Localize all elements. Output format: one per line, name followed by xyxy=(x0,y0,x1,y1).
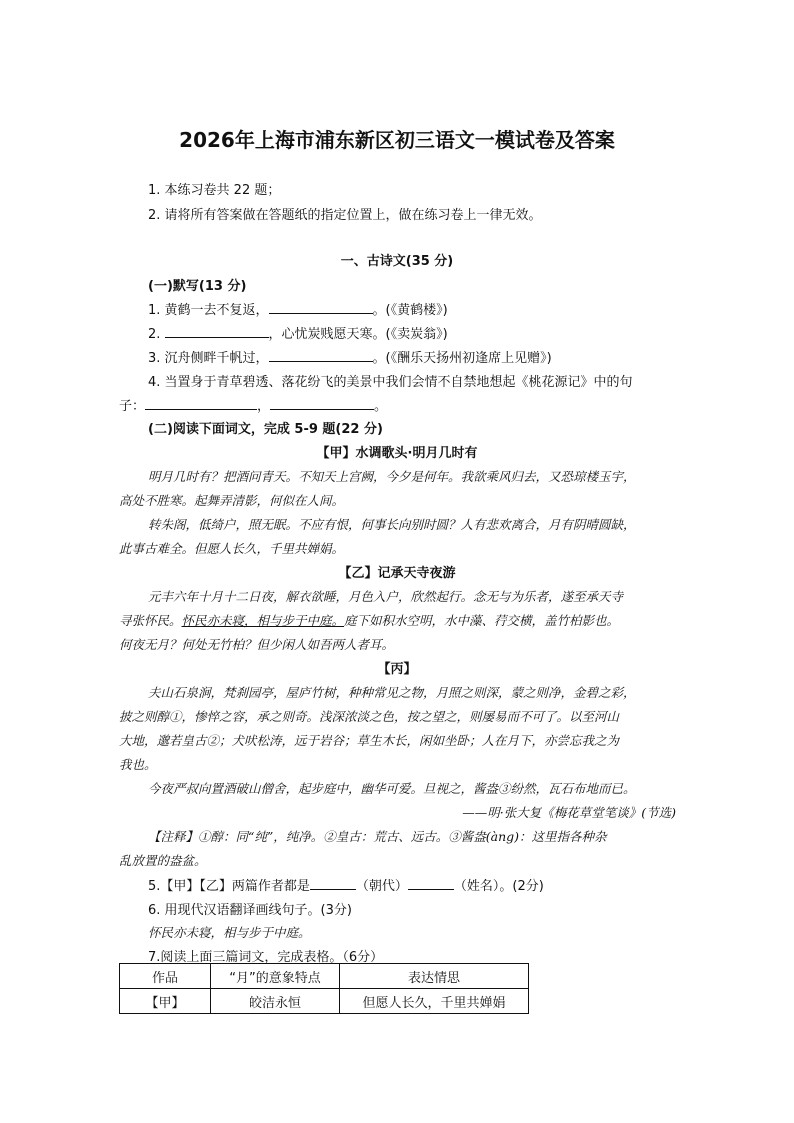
question-5: 5.【甲】【乙】两篇作者都是 （朝代） （姓名）。(2分) xyxy=(148,879,544,894)
answer-blank xyxy=(310,877,356,890)
passage-bing-line: 我也。 xyxy=(119,757,157,772)
answer-blank xyxy=(269,301,373,314)
passage-yi-line: 元丰六年十月十二日夜，解衣欲睡，月色入户，欣然起行。念无与为乐者，遂至承天寺 xyxy=(148,589,624,604)
passage-bing-line: 今夜严叔向置酒破山僧舍，起步庭中，幽华可爱。旦视之，酱盎③纷然，瓦石布地而已。 xyxy=(148,781,636,796)
passage-bing-source: ——明·张大复《梅花草堂笔谈》(节选) xyxy=(462,805,676,820)
answer-table xyxy=(119,963,529,1014)
table-cell: 但愿人长久，千里共婵娟 xyxy=(340,989,529,1014)
annotation-line: 【注释】①醇：同“纯”，纯净。②皇古：荒古、远古。③酱盎(àng)：这里指各种杂 xyxy=(148,829,607,844)
section-heading: 一、古诗文(35 分) xyxy=(340,254,454,269)
question-3: 3. 沉舟侧畔千帆过， 。(《酬乐天扬州初逢席上见赠》) xyxy=(148,351,552,366)
table-header: 表达情思 xyxy=(340,964,529,989)
answer-blank xyxy=(145,397,257,410)
table-cell: 【甲】 xyxy=(120,989,211,1014)
part-heading-reading: (二)阅读下面词文，完成 5-9 题(22 分) xyxy=(148,422,383,437)
answer-blank xyxy=(408,877,454,890)
instruction-2: 2. 请将所有答案做在答题纸的指定位置上，做在练习卷上一律无效。 xyxy=(148,208,542,223)
question-6-sentence: 怀民亦未寝，相与步于中庭。 xyxy=(148,925,311,940)
table-header: 作品 xyxy=(120,964,211,989)
part-heading-dictation: (一)默写(13 分) xyxy=(148,279,247,294)
passage-jia-line: 高处不胜寒。起舞弄清影，何似在人间。 xyxy=(119,493,345,508)
passage-jia-title: 【甲】水调歌头·明月几时有 xyxy=(316,446,478,461)
passage-bing-line: 大地，邈若皇古②；犬吠松涛，远于岩谷；草生木长，闲如坐卧；人在月下，亦尝忘我之为 xyxy=(119,733,620,748)
answer-blank xyxy=(270,397,374,410)
answer-blank xyxy=(165,325,269,338)
page-title: 2026年上海市浦东新区初三语文一模试卷及答案 xyxy=(179,128,615,152)
passage-yi-line: 寻张怀民。怀民亦未寝，相与步于中庭。庭下如积水空明，水中藻、荇交横，盖竹柏影也。 xyxy=(119,613,620,628)
passage-bing-title: 【丙】 xyxy=(377,662,417,677)
passage-jia-line: 转朱阁，低绮户，照无眠。不应有恨，何事长向别时圆？人有悲欢离合，月有阴晴圆缺， xyxy=(148,517,636,532)
underlined-sentence: 怀民亦未寝，相与步于中庭。 xyxy=(181,613,345,628)
question-2: 2. ，心忧炭贱愿天寒。(《卖炭翁》) xyxy=(148,327,448,342)
question-7: 7.阅读上面三篇词文，完成表格。（6分） xyxy=(148,950,384,965)
question-1: 1. 黄鹤一去不复返， 。(《黄鹤楼》) xyxy=(148,303,448,318)
passage-yi-line: 何夜无月？何处无竹柏？但少闲人如吾两人者耳。 xyxy=(119,637,395,652)
passage-yi-title: 【乙】记承天寺夜游 xyxy=(338,566,456,581)
passage-bing-line: 夫山石泉涧，梵刹园亭，屋庐竹树，种种常见之物，月照之则深，蒙之则净，金碧之彩， xyxy=(148,685,636,700)
table-header: “月”的意象特点 xyxy=(211,964,340,989)
instruction-1: 1. 本练习卷共 22 题； xyxy=(148,183,281,198)
question-4-line-2: 子： ， 。 xyxy=(119,399,388,414)
question-4-line-1: 4. 当置身于青草碧透、落花纷飞的美景中我们会情不自禁地想起《桃花源记》中的句 xyxy=(148,375,633,390)
answer-blank xyxy=(269,349,373,362)
passage-jia-line: 明月几时有？把酒问青天。不知天上宫阙，今夕是何年。我欲乘风归去，又恐琼楼玉宇， xyxy=(148,469,636,484)
passage-bing-line: 披之则醇①，惨悴之容，承之则奇。浅深浓淡之色，按之望之，则屡易而不可了。以至河山 xyxy=(119,709,620,724)
question-6: 6. 用现代汉语翻译画线句子。(3分) xyxy=(148,903,352,918)
table-row xyxy=(120,989,529,1014)
annotation-line: 乱放置的盎盆。 xyxy=(119,853,207,868)
passage-jia-line: 此事古难全。但愿人长久，千里共婵娟。 xyxy=(119,541,345,556)
table-cell: 皎洁永恒 xyxy=(211,989,340,1014)
table-header-row xyxy=(120,964,529,989)
